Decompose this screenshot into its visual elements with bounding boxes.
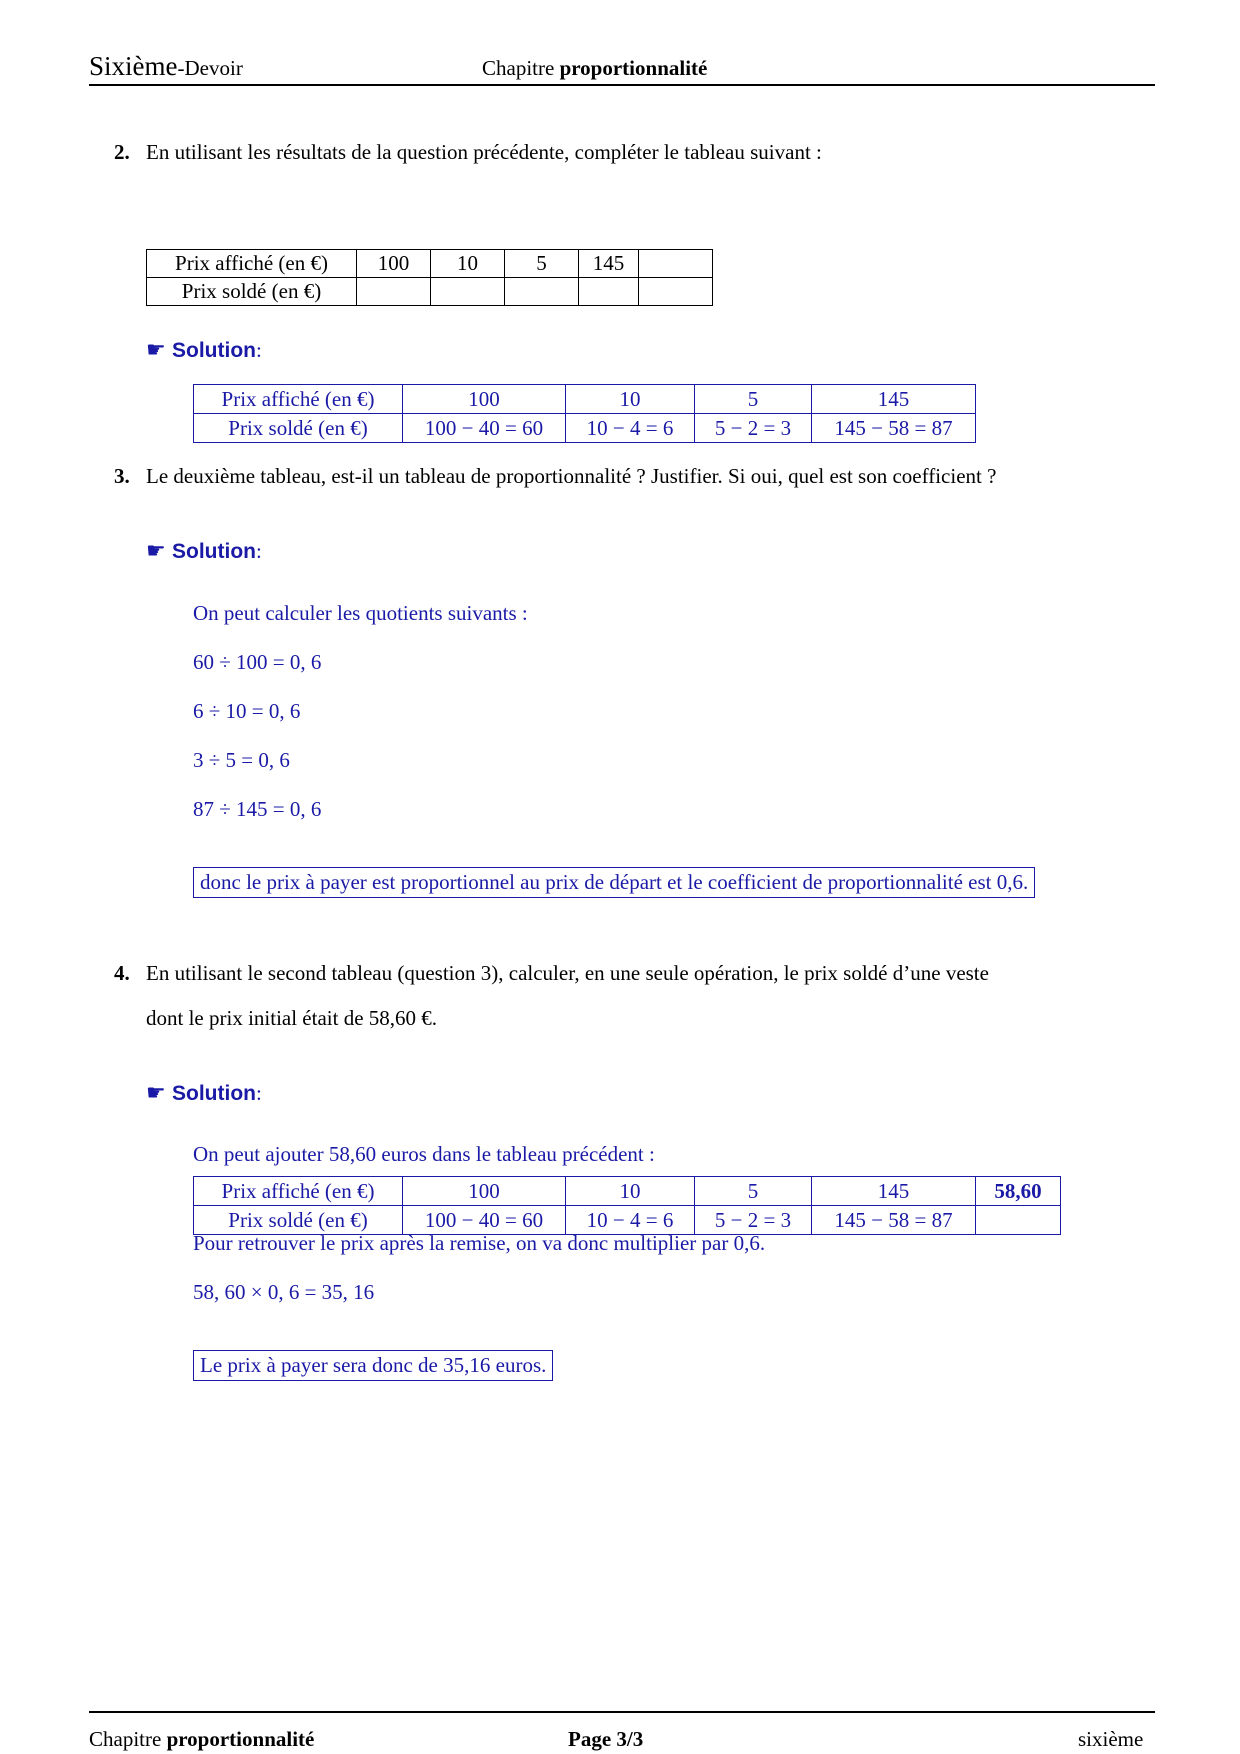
table-cell: 100 — [403, 1177, 566, 1206]
pointing-hand-icon: ☛ — [146, 337, 166, 362]
table-cell: Prix soldé (en €) — [194, 1206, 403, 1235]
question-4 — [114, 961, 989, 986]
question-number: 4. — [114, 961, 130, 985]
table-cell: 5 — [695, 1177, 812, 1206]
solution-label: Solution — [172, 339, 256, 362]
solution-line: 6 ÷ 10 = 0, 6 — [193, 699, 301, 723]
header-chapter-name: proportionnalité — [559, 56, 708, 80]
header-rule — [89, 84, 1155, 86]
question-2 — [114, 140, 822, 165]
table-cell-empty — [976, 1206, 1061, 1235]
solution-colon: : — [255, 338, 262, 362]
table-cell: Prix affiché (en €) — [147, 250, 357, 278]
table-cell: 10 — [566, 1177, 695, 1206]
table-cell: 145 — [812, 385, 976, 414]
question-number: 2. — [114, 140, 130, 164]
table-cell-empty — [579, 278, 639, 306]
footer-rule — [89, 1711, 1155, 1713]
header-chapter-prefix: Chapitre — [482, 56, 560, 80]
exercise-table — [146, 249, 713, 306]
table-cell-empty — [357, 278, 431, 306]
table-row — [147, 278, 713, 306]
table-cell: 145 − 58 = 87 — [812, 414, 976, 443]
pointing-hand-icon: ☛ — [146, 1080, 166, 1105]
table-cell: 100 − 40 = 60 — [403, 1206, 566, 1235]
solution-colon: : — [255, 539, 262, 563]
footer-class: sixième — [1078, 1727, 1144, 1751]
question-4-line2: dont le prix initial était de 58,60 €. — [146, 1006, 438, 1030]
table-row — [194, 414, 976, 443]
table-row — [194, 1177, 1061, 1206]
table-cell: 10 — [431, 250, 505, 278]
solution-heading — [146, 1080, 262, 1106]
table-cell-empty — [505, 278, 579, 306]
question-3 — [114, 464, 997, 489]
solution-table — [193, 1176, 1061, 1235]
solution-calc: 58, 60 × 0, 6 = 35, 16 — [193, 1280, 375, 1304]
conclusion-box: donc le prix à payer est proportionnel au prix de départ et le coefficient de proportionnalité est 0,6. — [193, 867, 1035, 898]
table-cell: 5 — [505, 250, 579, 278]
solution-line: 3 ÷ 5 = 0, 6 — [193, 748, 290, 772]
solution-line: 60 ÷ 100 = 0, 6 — [193, 650, 322, 674]
table-cell: 5 − 2 = 3 — [695, 1206, 812, 1235]
table-cell-empty — [431, 278, 505, 306]
footer-chapter-name: proportionnalité — [166, 1727, 315, 1751]
question-text: Le deuxième tableau, est-il un tableau de proportionnalité ? Justifier. Si oui, quel est son coefficient ? — [146, 464, 997, 488]
solution-line: Pour retrouver le prix après la remise, on va donc multiplier par 0,6. — [193, 1231, 766, 1255]
question-text: En utilisant le second tableau (question 3), calculer, en une seule opération, le prix soldé d’une veste — [146, 961, 989, 985]
table-cell-empty — [639, 278, 713, 306]
solution-line: 87 ÷ 145 = 0, 6 — [193, 797, 322, 821]
highlight-cell: 58,60 — [976, 1177, 1061, 1206]
solution-table — [193, 384, 976, 443]
solution-heading — [146, 337, 262, 363]
question-text: En utilisant les résultats de la question précédente, compléter le tableau suivant : — [146, 140, 822, 164]
footer-chapter — [89, 1727, 314, 1752]
table-cell: 10 — [566, 385, 695, 414]
table-cell: 100 − 40 = 60 — [403, 414, 566, 443]
table-cell: 145 — [579, 250, 639, 278]
solution-heading — [146, 538, 262, 564]
table-cell: 100 — [357, 250, 431, 278]
solution-label: Solution — [172, 1082, 256, 1105]
conclusion-box: Le prix à payer sera donc de 35,16 euros. — [193, 1350, 553, 1381]
question-number: 3. — [114, 464, 130, 488]
table-cell: Prix soldé (en €) — [147, 278, 357, 306]
table-cell: 10 − 4 = 6 — [566, 414, 695, 443]
footer-chapter-prefix: Chapitre — [89, 1727, 167, 1751]
header-title-sub: -Devoir — [177, 56, 243, 80]
table-cell — [639, 250, 713, 278]
table-row — [194, 385, 976, 414]
table-cell: 145 — [812, 1177, 976, 1206]
header-chapter — [482, 56, 707, 81]
solution-intro: On peut calculer les quotients suivants : — [193, 601, 528, 625]
table-cell: 5 — [695, 385, 812, 414]
table-cell: 145 − 58 = 87 — [812, 1206, 976, 1235]
table-cell: Prix affiché (en €) — [194, 1177, 403, 1206]
header-title — [89, 51, 243, 82]
solution-colon: : — [255, 1081, 262, 1105]
table-row — [147, 250, 713, 278]
page-number: Page 3/3 — [568, 1727, 644, 1751]
solution-intro: On peut ajouter 58,60 euros dans le tableau précédent : — [193, 1142, 655, 1166]
table-cell: 100 — [403, 385, 566, 414]
pointing-hand-icon: ☛ — [146, 538, 166, 563]
header-title-main: Sixième — [89, 51, 178, 81]
table-cell: Prix affiché (en €) — [194, 385, 403, 414]
table-cell: 10 − 4 = 6 — [566, 1206, 695, 1235]
solution-label: Solution — [172, 540, 256, 563]
table-cell: 5 − 2 = 3 — [695, 414, 812, 443]
table-cell: Prix soldé (en €) — [194, 414, 403, 443]
